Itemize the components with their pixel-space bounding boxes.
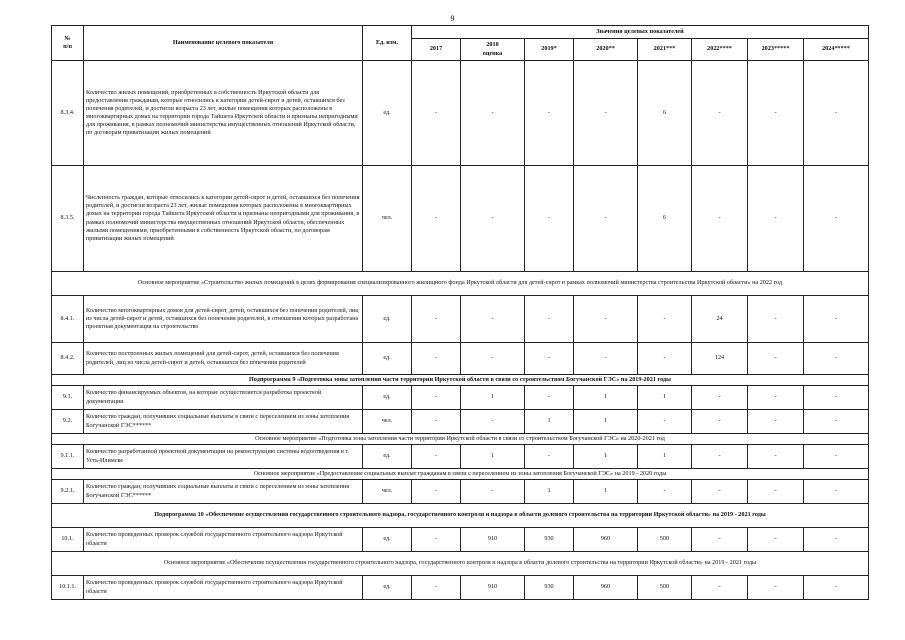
indicator-name: Количество проведенных проверок службой государственного строительного надзора Иркутской области bbox=[84, 528, 363, 552]
main-activity-row bbox=[52, 272, 869, 296]
value-cell: - bbox=[804, 528, 869, 552]
value-cell: - bbox=[412, 61, 461, 166]
row-number: 8.4.2. bbox=[52, 343, 84, 375]
table-row bbox=[52, 296, 869, 343]
header-year: 2024***** bbox=[804, 39, 869, 61]
value-cell: - bbox=[748, 410, 804, 434]
indicator-name: Количество жилых помещений, приобретенных в собственность Иркутской области для предоставления гражданам, которые относились к категории детей-сирот и детей, оставшихся без попечения родителей, и достигли возраста 23 лет, жилые помещения которых расположены в многоквартирных домах на территории города Тайшета Иркутской области и признаны непригодными для проживания, в рамках полномочий министерства имущественных отношений Иркутской области, по договорам приватизации жилых помещений bbox=[84, 61, 363, 166]
indicator-name: Количество разработанной проектной документации на реконструкцию системы водоотведения в г. Усть-Илимске bbox=[84, 445, 363, 469]
value-cell: - bbox=[461, 166, 525, 272]
value-cell: 1 bbox=[461, 445, 525, 469]
indicator-name: Количество граждан, получивших социальные выплаты в связи с переселением из зоны затопления Богучанской ГЭС****** bbox=[84, 480, 363, 504]
indicator-name: Количество финансируемых объектов, на которые осуществляется разработка проектной документации bbox=[84, 386, 363, 410]
subprogram-row bbox=[52, 375, 869, 386]
header-year: 2020** bbox=[574, 39, 638, 61]
unit-cell: чел. bbox=[363, 410, 412, 434]
value-cell: - bbox=[804, 296, 869, 343]
value-cell: 1 bbox=[574, 445, 638, 469]
value-cell: - bbox=[525, 166, 574, 272]
value-cell: 500 bbox=[638, 528, 692, 552]
row-number: 9.2.1. bbox=[52, 480, 84, 504]
header-name: Наименование целевого показателя bbox=[84, 26, 363, 61]
value-cell: - bbox=[461, 410, 525, 434]
main-activity-row bbox=[52, 552, 869, 576]
table-row bbox=[52, 480, 869, 504]
value-cell: - bbox=[692, 61, 748, 166]
unit-cell: ед. bbox=[363, 445, 412, 469]
value-cell: - bbox=[638, 410, 692, 434]
value-cell: - bbox=[461, 343, 525, 375]
value-cell: - bbox=[412, 576, 461, 600]
header-year: 2019* bbox=[525, 39, 574, 61]
unit-cell: чел. bbox=[363, 480, 412, 504]
row-number: 9.1. bbox=[52, 386, 84, 410]
value-cell: - bbox=[692, 528, 748, 552]
value-cell: - bbox=[525, 61, 574, 166]
main-activity-title: Основное мероприятие «Подготовка зоны затопления части территории Иркутской области в связи со строительством Богучанской ГЭС» на 2020-2021 год bbox=[52, 434, 869, 445]
unit-cell: ед. bbox=[363, 576, 412, 600]
value-cell: - bbox=[461, 296, 525, 343]
value-cell: - bbox=[692, 445, 748, 469]
value-cell: 1 bbox=[525, 410, 574, 434]
subprogram-title: Подпрограмма 10 «Обеспечение осуществления государственного строительного надзора, государственного контроля и надзора в области долевого строительства на территории Иркутской области» на 2019 - 2021 годы bbox=[52, 504, 869, 528]
row-number: 8.4.1. bbox=[52, 296, 84, 343]
header-values-title: Значения целевых показателей bbox=[412, 26, 869, 39]
indicators-table bbox=[51, 25, 869, 600]
value-cell: - bbox=[804, 480, 869, 504]
indicator-name: Количество построенных жилых помещений для детей-сирот, детей, оставшихся без попечения родителей, лиц из числа детей-сирот и детей, оставшихся без попечения родителей bbox=[84, 343, 363, 375]
value-cell: 930 bbox=[525, 576, 574, 600]
value-cell: - bbox=[412, 386, 461, 410]
table-row bbox=[52, 386, 869, 410]
value-cell: - bbox=[748, 61, 804, 166]
value-cell: 24 bbox=[692, 296, 748, 343]
value-cell: 500 bbox=[638, 576, 692, 600]
value-cell: - bbox=[525, 386, 574, 410]
header-year: 2023***** bbox=[748, 39, 804, 61]
value-cell: - bbox=[412, 166, 461, 272]
value-cell: - bbox=[638, 296, 692, 343]
value-cell: - bbox=[412, 480, 461, 504]
table-row bbox=[52, 410, 869, 434]
unit-cell: ед. bbox=[363, 386, 412, 410]
value-cell: - bbox=[574, 166, 638, 272]
value-cell: - bbox=[748, 166, 804, 272]
header-year: 2021*** bbox=[638, 39, 692, 61]
header-year: 2017 bbox=[412, 39, 461, 61]
table-row bbox=[52, 528, 869, 552]
unit-cell: ед. bbox=[363, 296, 412, 343]
table-row bbox=[52, 445, 869, 469]
value-cell: - bbox=[692, 410, 748, 434]
header-year: 2018 оценка bbox=[461, 39, 525, 61]
indicator-name: Количество проведенных проверок службой государственного строительного надзора Иркутской области bbox=[84, 576, 363, 600]
value-cell: 960 bbox=[574, 528, 638, 552]
value-cell: 1 bbox=[461, 386, 525, 410]
value-cell: - bbox=[748, 343, 804, 375]
unit-cell: ед. bbox=[363, 61, 412, 166]
main-activity-title: Основное мероприятие «Строительство жилых помещений в целях формирования специализированного жилищного фонда Иркутской области для детей-сирот в рамках полномочий министерства строительства Иркутской области» на 2022 год bbox=[52, 272, 869, 296]
value-cell: - bbox=[412, 410, 461, 434]
value-cell: - bbox=[638, 343, 692, 375]
value-cell: - bbox=[804, 61, 869, 166]
value-cell: - bbox=[525, 343, 574, 375]
value-cell: 6 bbox=[638, 61, 692, 166]
main-activity-row bbox=[52, 434, 869, 445]
value-cell: - bbox=[804, 343, 869, 375]
row-number: 8.3.5. bbox=[52, 166, 84, 272]
main-activity-row bbox=[52, 469, 869, 480]
value-cell: - bbox=[692, 166, 748, 272]
value-cell: - bbox=[574, 61, 638, 166]
value-cell: 1 bbox=[525, 480, 574, 504]
value-cell: 6 bbox=[638, 166, 692, 272]
header-num: № п/п bbox=[52, 26, 84, 61]
value-cell: - bbox=[525, 296, 574, 343]
value-cell: 1 bbox=[638, 445, 692, 469]
value-cell: - bbox=[412, 343, 461, 375]
row-number: 8.3.4. bbox=[52, 61, 84, 166]
value-cell: - bbox=[461, 61, 525, 166]
value-cell: 124 bbox=[692, 343, 748, 375]
row-number: 9.1.1. bbox=[52, 445, 84, 469]
value-cell: - bbox=[804, 576, 869, 600]
value-cell: 910 bbox=[461, 576, 525, 600]
value-cell: - bbox=[748, 386, 804, 410]
value-cell: - bbox=[412, 528, 461, 552]
value-cell: - bbox=[692, 480, 748, 504]
subprogram-row bbox=[52, 504, 869, 528]
value-cell: 930 bbox=[525, 528, 574, 552]
header-unit: Ед. изм. bbox=[363, 26, 412, 61]
unit-cell: чел. bbox=[363, 166, 412, 272]
value-cell: - bbox=[525, 445, 574, 469]
value-cell: - bbox=[638, 480, 692, 504]
value-cell: - bbox=[804, 445, 869, 469]
row-number: 9.2. bbox=[52, 410, 84, 434]
value-cell: - bbox=[574, 343, 638, 375]
unit-cell: ед. bbox=[363, 528, 412, 552]
header-year: 2022**** bbox=[692, 39, 748, 61]
table-row bbox=[52, 61, 869, 166]
main-activity-title: Основное мероприятие «Обеспечение осуществления государственного строительного надзора, государственного контроля и надзора в области долевого строительства на территории Иркутской области» на 2019 - 2021 годы bbox=[52, 552, 869, 576]
value-cell: - bbox=[748, 480, 804, 504]
value-cell: 1 bbox=[638, 386, 692, 410]
value-cell: - bbox=[574, 296, 638, 343]
row-number: 10.1.1. bbox=[52, 576, 84, 600]
value-cell: - bbox=[461, 480, 525, 504]
value-cell: - bbox=[804, 386, 869, 410]
table-row bbox=[52, 166, 869, 272]
value-cell: - bbox=[748, 528, 804, 552]
value-cell: - bbox=[412, 445, 461, 469]
main-activity-title: Основное мероприятие «Предоставление социальных выплат гражданам в связи с переселением из зоны затопления Богучанской ГЭС» на 2019 - 2020 годы bbox=[52, 469, 869, 480]
value-cell: - bbox=[692, 386, 748, 410]
page-number: 9 bbox=[450, 14, 455, 23]
value-cell: - bbox=[692, 576, 748, 600]
row-number: 10.1. bbox=[52, 528, 84, 552]
value-cell: - bbox=[748, 445, 804, 469]
table-row bbox=[52, 576, 869, 600]
value-cell: - bbox=[804, 410, 869, 434]
value-cell: - bbox=[748, 576, 804, 600]
indicator-name: Численность граждан, которые относились к категории детей-сирот и детей, оставшихся без попечения родителей, и достигли возраста 23 лет, жилые помещения которых расположены в многоквартирных домах на территории города Тайшета Иркутской области и признаны непригодными для проживания, в рамках полномочий министерства имущественных отношений Иркутской области, обеспеченных жилыми помещениями, приобретенными в собственность Иркутской области, по договорам приватизации жилых помещений bbox=[84, 166, 363, 272]
value-cell: 960 bbox=[574, 576, 638, 600]
indicator-name: Количество многоквартирных домов для детей-сирот, детей, оставшихся без попечения родителей, лиц из числа детей-сирот и детей, оставшихся без попечения родителей, в отношении которых разработана проектная документация на строительство bbox=[84, 296, 363, 343]
subprogram-title: Подпрограмма 9 «Подготовка зоны затопления части территории Иркутской области в связи со строительством Богучанской ГЭС» на 2019-2021 годы bbox=[52, 375, 869, 386]
unit-cell: ед. bbox=[363, 343, 412, 375]
indicator-name: Количество граждан, получивших социальные выплаты в связи с переселением из зоны затопления Богучанской ГЭС****** bbox=[84, 410, 363, 434]
value-cell: - bbox=[748, 296, 804, 343]
value-cell: 910 bbox=[461, 528, 525, 552]
value-cell: 1 bbox=[574, 386, 638, 410]
value-cell: - bbox=[412, 296, 461, 343]
table-row bbox=[52, 343, 869, 375]
value-cell: 1 bbox=[574, 480, 638, 504]
value-cell: - bbox=[804, 166, 869, 272]
value-cell: 1 bbox=[574, 410, 638, 434]
